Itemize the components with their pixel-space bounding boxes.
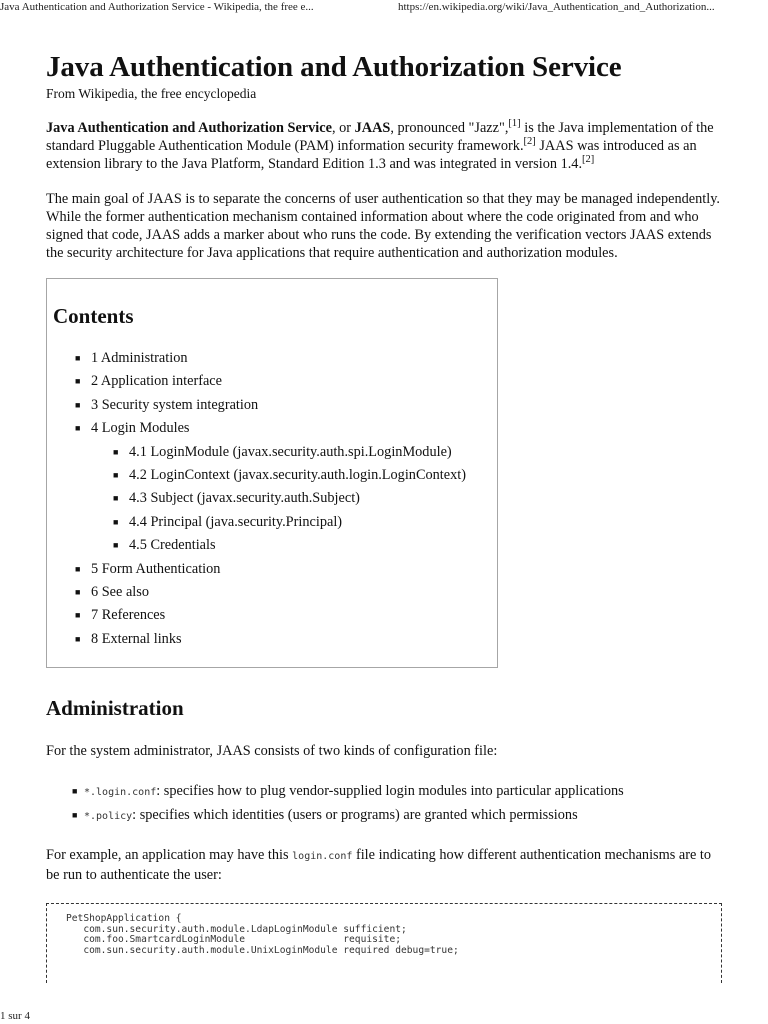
article-subtitle: From Wikipedia, the free encyclopedia [46, 86, 257, 101]
example-paragraph [46, 846, 726, 884]
toc-item-subject[interactable]: ■ 4.3 Subject (javax.security.auth.Subject) [53, 487, 497, 510]
list-item [46, 804, 726, 828]
section-heading-administration: Administration [46, 696, 184, 720]
toc-item-credentials[interactable]: ■ 4.5 Credentials [53, 534, 497, 557]
toc-item-loginmodule[interactable]: ■ 4.1 LoginModule (javax.security.auth.spi.LoginModule) [53, 441, 497, 464]
toc-list [53, 347, 497, 651]
intro-paragraph-1 [46, 119, 726, 173]
table-of-contents [46, 278, 498, 668]
list-item-text: : specifies which identities (users or programs) are granted which permissions [132, 807, 578, 823]
example-text-before: For example, an application may have this [46, 847, 293, 863]
intro-text-or: , or [331, 120, 355, 136]
toc-item-see-also[interactable]: ■ 6 See also [53, 581, 497, 604]
intro-bold-abbr: JAAS [354, 120, 391, 136]
administration-intro: For the system administrator, JAAS consists of two kinds of configuration file: [46, 743, 498, 759]
code-line: com.foo.SmartcardLoginModule requisite; [66, 934, 402, 946]
intro-text-version: JAAS was introduced as an extension library to the Java Platform, Standard Edition 1.3 and was integrated in version 1.4. [46, 138, 697, 172]
article-title: Java Authentication and Authorization Service [46, 51, 622, 83]
code-line: PetShopApplication { [66, 913, 182, 924]
reference-link-3[interactable]: [2] [582, 154, 595, 165]
page-indicator: 1 sur 4 [0, 1010, 30, 1022]
toc-item-references[interactable]: ■ 7 References [53, 604, 497, 627]
intro-text-pronounced: , pronounced "Jazz", [390, 120, 509, 136]
toc-item-logincontext[interactable]: ■ 4.2 LoginContext (javax.security.auth.login.LoginContext) [53, 464, 497, 487]
print-header-url[interactable]: https://en.wikipedia.org/wiki/Java_Authentication_and_Authorization... [398, 1, 715, 13]
intro-paragraph-2: The main goal of JAAS is to separate the concerns of user authentication so that they may be managed independently. While the former authentication mechanism contained information about where the code originated from and who signed that code, JAAS adds a marker about who runs the code. By extending the verification vectors JAAS extends the security architecture for Java applications that require authentication and authorization modules. [46, 191, 720, 261]
reference-link-2[interactable]: [2] [523, 136, 536, 147]
code-line: com.sun.security.auth.module.UnixLoginModule required debug=true; [66, 945, 459, 957]
toc-heading: Contents [53, 304, 134, 328]
toc-item-external-links[interactable]: ■ 8 External links [53, 628, 497, 651]
toc-item-application-interface[interactable]: ■ 2 Application interface [53, 370, 497, 393]
toc-item-form-authentication[interactable]: ■ 5 Form Authentication [53, 558, 497, 581]
toc-item-security-system-integration[interactable]: ■ 3 Security system integration [53, 394, 497, 417]
reference-link-1[interactable]: [1] [508, 118, 521, 129]
config-file-list [46, 780, 726, 828]
toc-item-principal[interactable]: ■ 4.4 Principal (java.security.Principal) [53, 511, 497, 534]
login-conf-code: *.login.conf [84, 787, 157, 798]
code-line: com.sun.security.auth.module.LdapLoginModule sufficient; [66, 923, 407, 935]
intro-bold-name: Java Authentication and Authorization Service [46, 120, 332, 136]
toc-item-login-modules[interactable]: ■ 4 Login Modules [53, 417, 497, 440]
list-item [46, 780, 726, 804]
example-text-after: file indicating how different authentication mechanisms are to be run to authenticate the user: [46, 847, 712, 883]
login-conf-inline-code: login.conf [292, 851, 353, 862]
intro-text-line: is the Java implementation of the standard Pluggable Authentication Module (PAM) information security framework. [46, 120, 714, 154]
article-content [46, 50, 726, 983]
policy-code: *.policy [84, 811, 133, 822]
toc-item-administration[interactable]: ■ 1 Administration [53, 347, 497, 370]
list-item-text: : specifies how to plug vendor-supplied login modules into particular applications [156, 783, 624, 799]
code-block [46, 903, 722, 983]
print-header-page-title: Java Authentication and Authorization Service - Wikipedia, the free e... [0, 1, 314, 13]
